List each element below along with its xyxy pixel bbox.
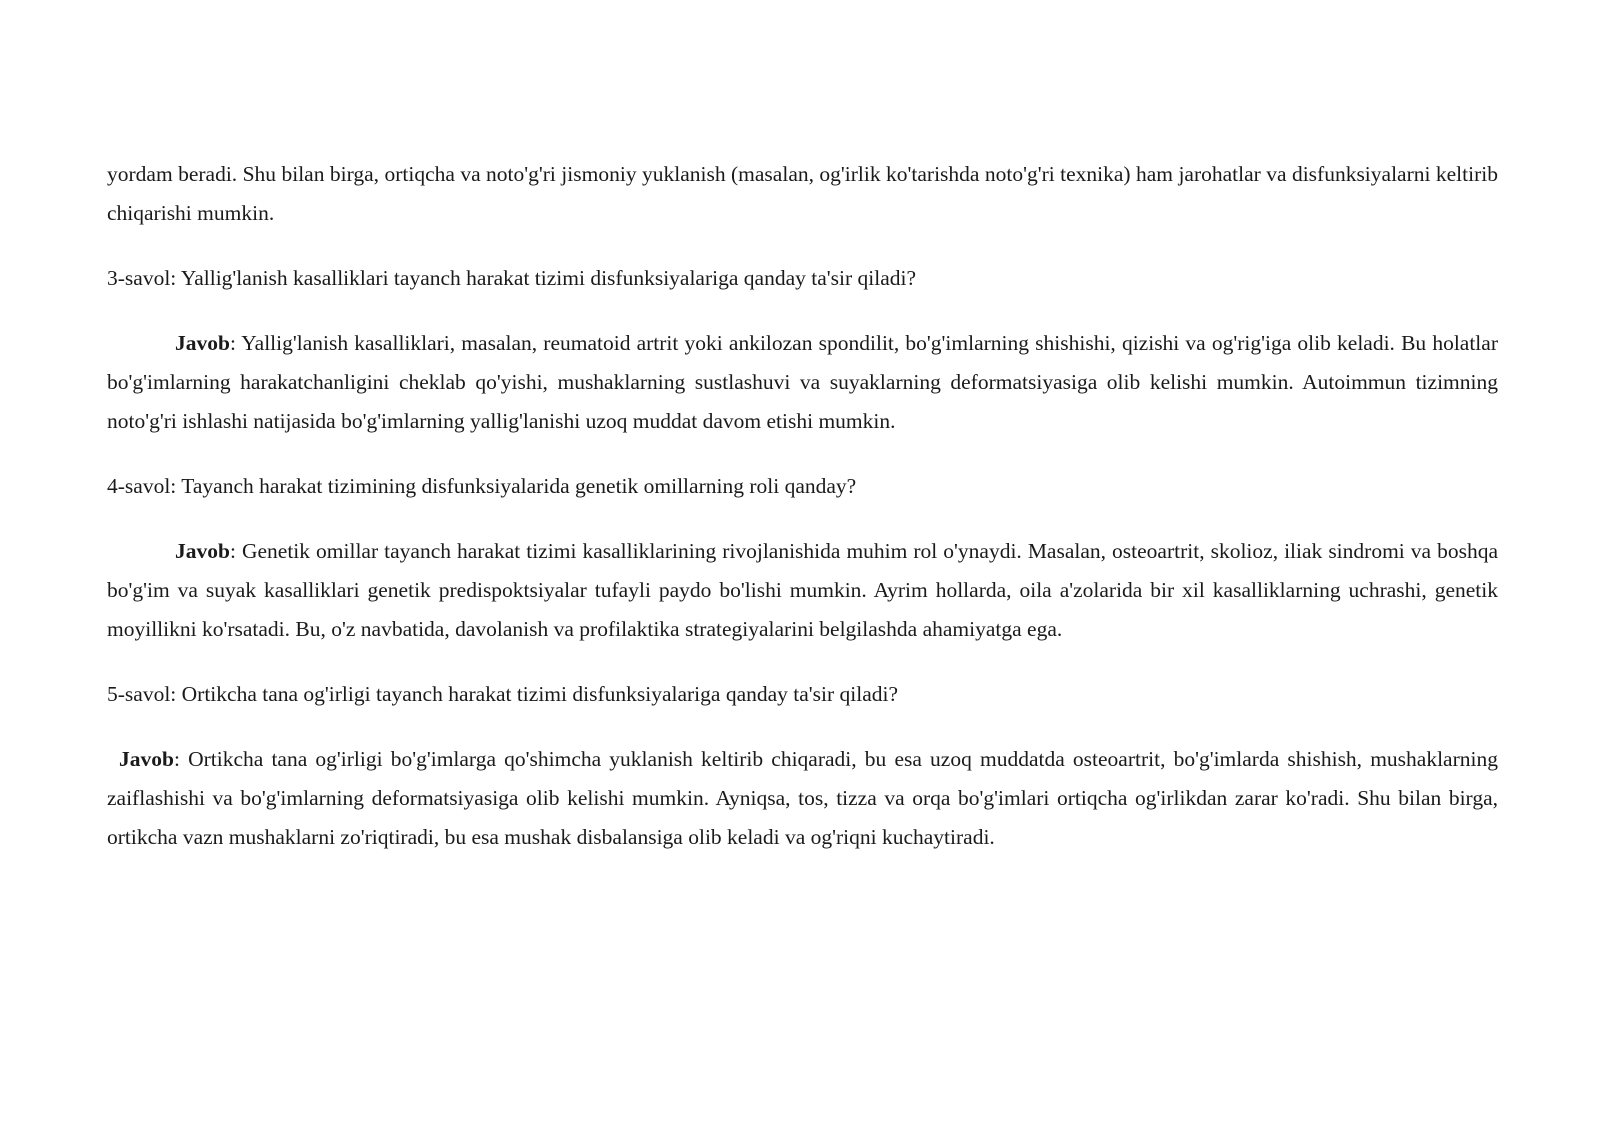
answer-label: Javob — [175, 539, 230, 563]
spacer — [107, 298, 1498, 324]
question-4: 4-savol: Tayanch harakat tizimining disfunksiyalarida genetik omillarning roli qanday? — [107, 474, 857, 498]
spacer — [107, 649, 1498, 675]
answer-label: Javob — [119, 747, 174, 771]
answer-4 — [107, 532, 1498, 649]
intro-paragraph: yordam beradi. Shu bilan birga, ortiqcha va noto'g'ri jismoniy yuklanish (masalan, og'irlik ko'tarishda noto'g'ri texnika) ham jarohatlar va disfunksiyalarni keltirib chiqarishi mumkin. — [107, 162, 1498, 225]
spacer — [107, 233, 1498, 259]
spacer — [107, 441, 1498, 467]
spacer — [107, 506, 1498, 532]
spacer — [107, 714, 1498, 740]
question-3: 3-savol: Yallig'lanish kasalliklari tayanch harakat tizimi disfunksiyalariga qanday ta'sir qiladi? — [107, 266, 917, 290]
answer-label: Javob — [175, 331, 230, 355]
question-5: 5-savol: Ortikcha tana og'irligi tayanch harakat tizimi disfunksiyalariga qanday ta'sir qiladi? — [107, 682, 899, 706]
document-page — [107, 155, 1498, 857]
answer-text: : Ortikcha tana og'irligi bo'g'imlarga qo'shimcha yuklanish keltirib chiqaradi, bu esa uzoq muddatda osteoartrit, bo'g'imlarda shishish, mushaklarning zaiflashishi va bo'g'imlarning deformatsiyasiga olib kelishi mumkin. Ayniqsa, tos, tizza va orqa bo'g'imlari ortiqcha og'irlikdan zarar ko'radi. Shu bilan birga, ortikcha vazn mushaklarni zo'riqtiradi, bu esa mushak disbalansiga olib keladi va og'riqni kuchaytiradi. — [107, 747, 1498, 849]
answer-text: : Genetik omillar tayanch harakat tizimi kasalliklarining rivojlanishida muhim rol o'ynaydi. Masalan, osteoartrit, skolioz, iliak sindromi va boshqa bo'g'im va suyak kasalliklari genetik predispoktsiyalar tufayli paydo bo'lishi mumkin. Ayrim hollarda, oila a'zolarida bir xil kasalliklarning uchrashi, genetik moyillikni ko'rsatadi. Bu, o'z navbatida, davolanish va profilaktika strategiyalarini belgilashda ahamiyatga ega. — [107, 539, 1498, 641]
answer-5 — [107, 740, 1498, 857]
answer-text: : Yallig'lanish kasalliklari, masalan, reumatoid artrit yoki ankilozan spondilit, bo'g'imlarning shishishi, qizishi va og'rig'iga olib keladi. Bu holatlar bo'g'imlarning harakatchanligini cheklab qo'yishi, mushaklarning sustlashuvi va suyaklarning deformatsiyasiga olib kelishi mumkin. Autoimmun tizimning noto'g'ri ishlashi natijasida bo'g'imlarning yallig'lanishi uzoq muddat davom etishi mumkin. — [107, 331, 1498, 433]
answer-3 — [107, 324, 1498, 441]
